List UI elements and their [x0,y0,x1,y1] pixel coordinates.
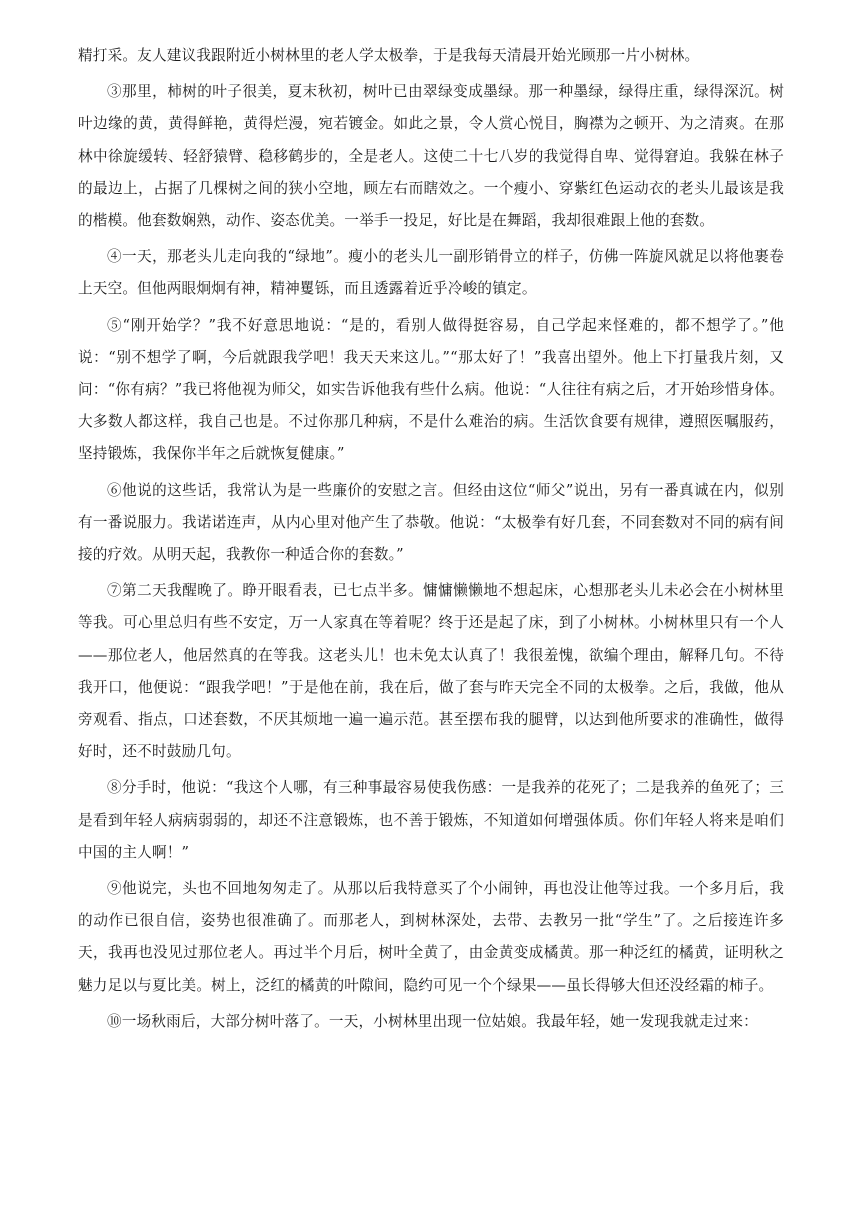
paragraph-6: ⑥他说的这些话，我常认为是一些廉价的安慰之言。但经由这位“师父”说出，另有一番真诚在内，似别有一番说服力。我诺诺连声，从内心里对他产生了恭敬。他说：“太极拳有好几套，不同套数对不同的病有间接的疗效。从明天起，我教你一种适合你的套数。” [78,481,784,564]
paragraph-7: ⑦第二天我醒晚了。睁开眼看表，已七点半多。慵慵懒懒地不想起床，心想那老头儿未必会在小树林里等我。可心里总归有些不安定，万一人家真在等着呢？终于还是起了床，到了小树林。小树林里只有一个人——那位老人，他居然真的在等我。这老头儿！也未免太认真了！我很羞愧，欲编个理由，解释几句。不待我开口，他便说：“跟我学吧！”于是他在前，我在后，做了套与昨天完全不同的太极拳。之后，我做，他从旁观看、指点，口述套数，不厌其烦地一遍一遍示范。甚至摆布我的腿臂，以达到他所要求的准确性，做得好时，还不时鼓励几句。 [78,582,784,761]
paragraph-3: ③那里，柿树的叶子很美，夏末秋初，树叶已由翠绿变成墨绿。那一种墨绿，绿得庄重，绿得深沉。树叶边缘的黄，黄得鲜艳，黄得烂漫，宛若镀金。如此之景，令人赏心悦目，胸襟为之顿开、为之清爽。在那林中徐旋缓转、轻舒猿臂、稳移鹤步的，全是老人。这使二十七八岁的我觉得自卑、觉得窘迫。我躲在林子的最边上，占据了几棵树之间的狭小空地，顾左右而瞎效之。一个瘦小、穿紫红色运动衣的老头儿最该是我的楷模。他套数娴熟，动作、姿态优美。一举手一投足，好比是在舞蹈，我却很难跟上他的套数。 [78,83,784,230]
paragraph-5: ⑤“刚开始学？”我不好意思地说：“是的，看别人做得挺容易，自己学起来怪难的，都不想学了。”他说：“别不想学了啊，今后就跟我学吧！我天天来这儿。”“那太好了！”我喜出望外。他上下打量我片刻，又问：“你有病？”我已将他视为师父，如实告诉他我有些什么病。他说：“人往往有病之后，才开始珍惜身体。大多数人都这样，我自己也是。不过你那几种病，不是什么难治的病。生活饮食要有规律，遵照医嘱服药，坚持锻炼，我保你半年之后就恢复健康。” [78,316,784,463]
paragraph-10: ⑩一场秋雨后，大部分树叶落了。一天，小树林里出现一位姑娘。我最年轻，她一发现我就走过来： [107,1012,758,1030]
paragraph-8: ⑧分手时，他说：“我这个人哪，有三种事最容易使我伤感：一是我养的花死了；二是我养的鱼死了；三是看到年轻人病病弱弱的，却还不注意锻炼，也不善于锻炼，不知道如何增强体质。你们年轻人将来是咱们中国的主人啊！” [78,779,784,861]
paragraph-continued: 精打采。友人建议我跟附近小树林里的老人学太极拳，于是我每天清晨开始光顾那一片小树林。 [78,47,700,64]
document-page [78,40,784,1042]
paragraph-9: ⑨他说完，头也不回地匆匆走了。从那以后我特意买了个小闹钟，再也没让他等过我。一个多月后，我的动作已很自信，姿势也很准确了。而那老人，到树林深处，去带、去教另一批“学生”了。之后接连许多天，我再也没见过那位老人。再过半个月后，树叶全黄了，由金黄变成橘黄。那一种泛红的橘黄，证明秋之魅力足以与夏比美。树上，泛红的橘黄的叶隙间，隐约可见一个个绿果——虽长得够大但还没经霜的柿子。 [78,880,784,994]
paragraph-4: ④一天，那老头儿走向我的“绿地”。瘦小的老头儿一副形销骨立的样子，仿佛一阵旋风就足以将他裹卷上天空。但他两眼炯炯有神，精神矍铄，而且透露着近乎冷峻的镇定。 [78,248,784,298]
